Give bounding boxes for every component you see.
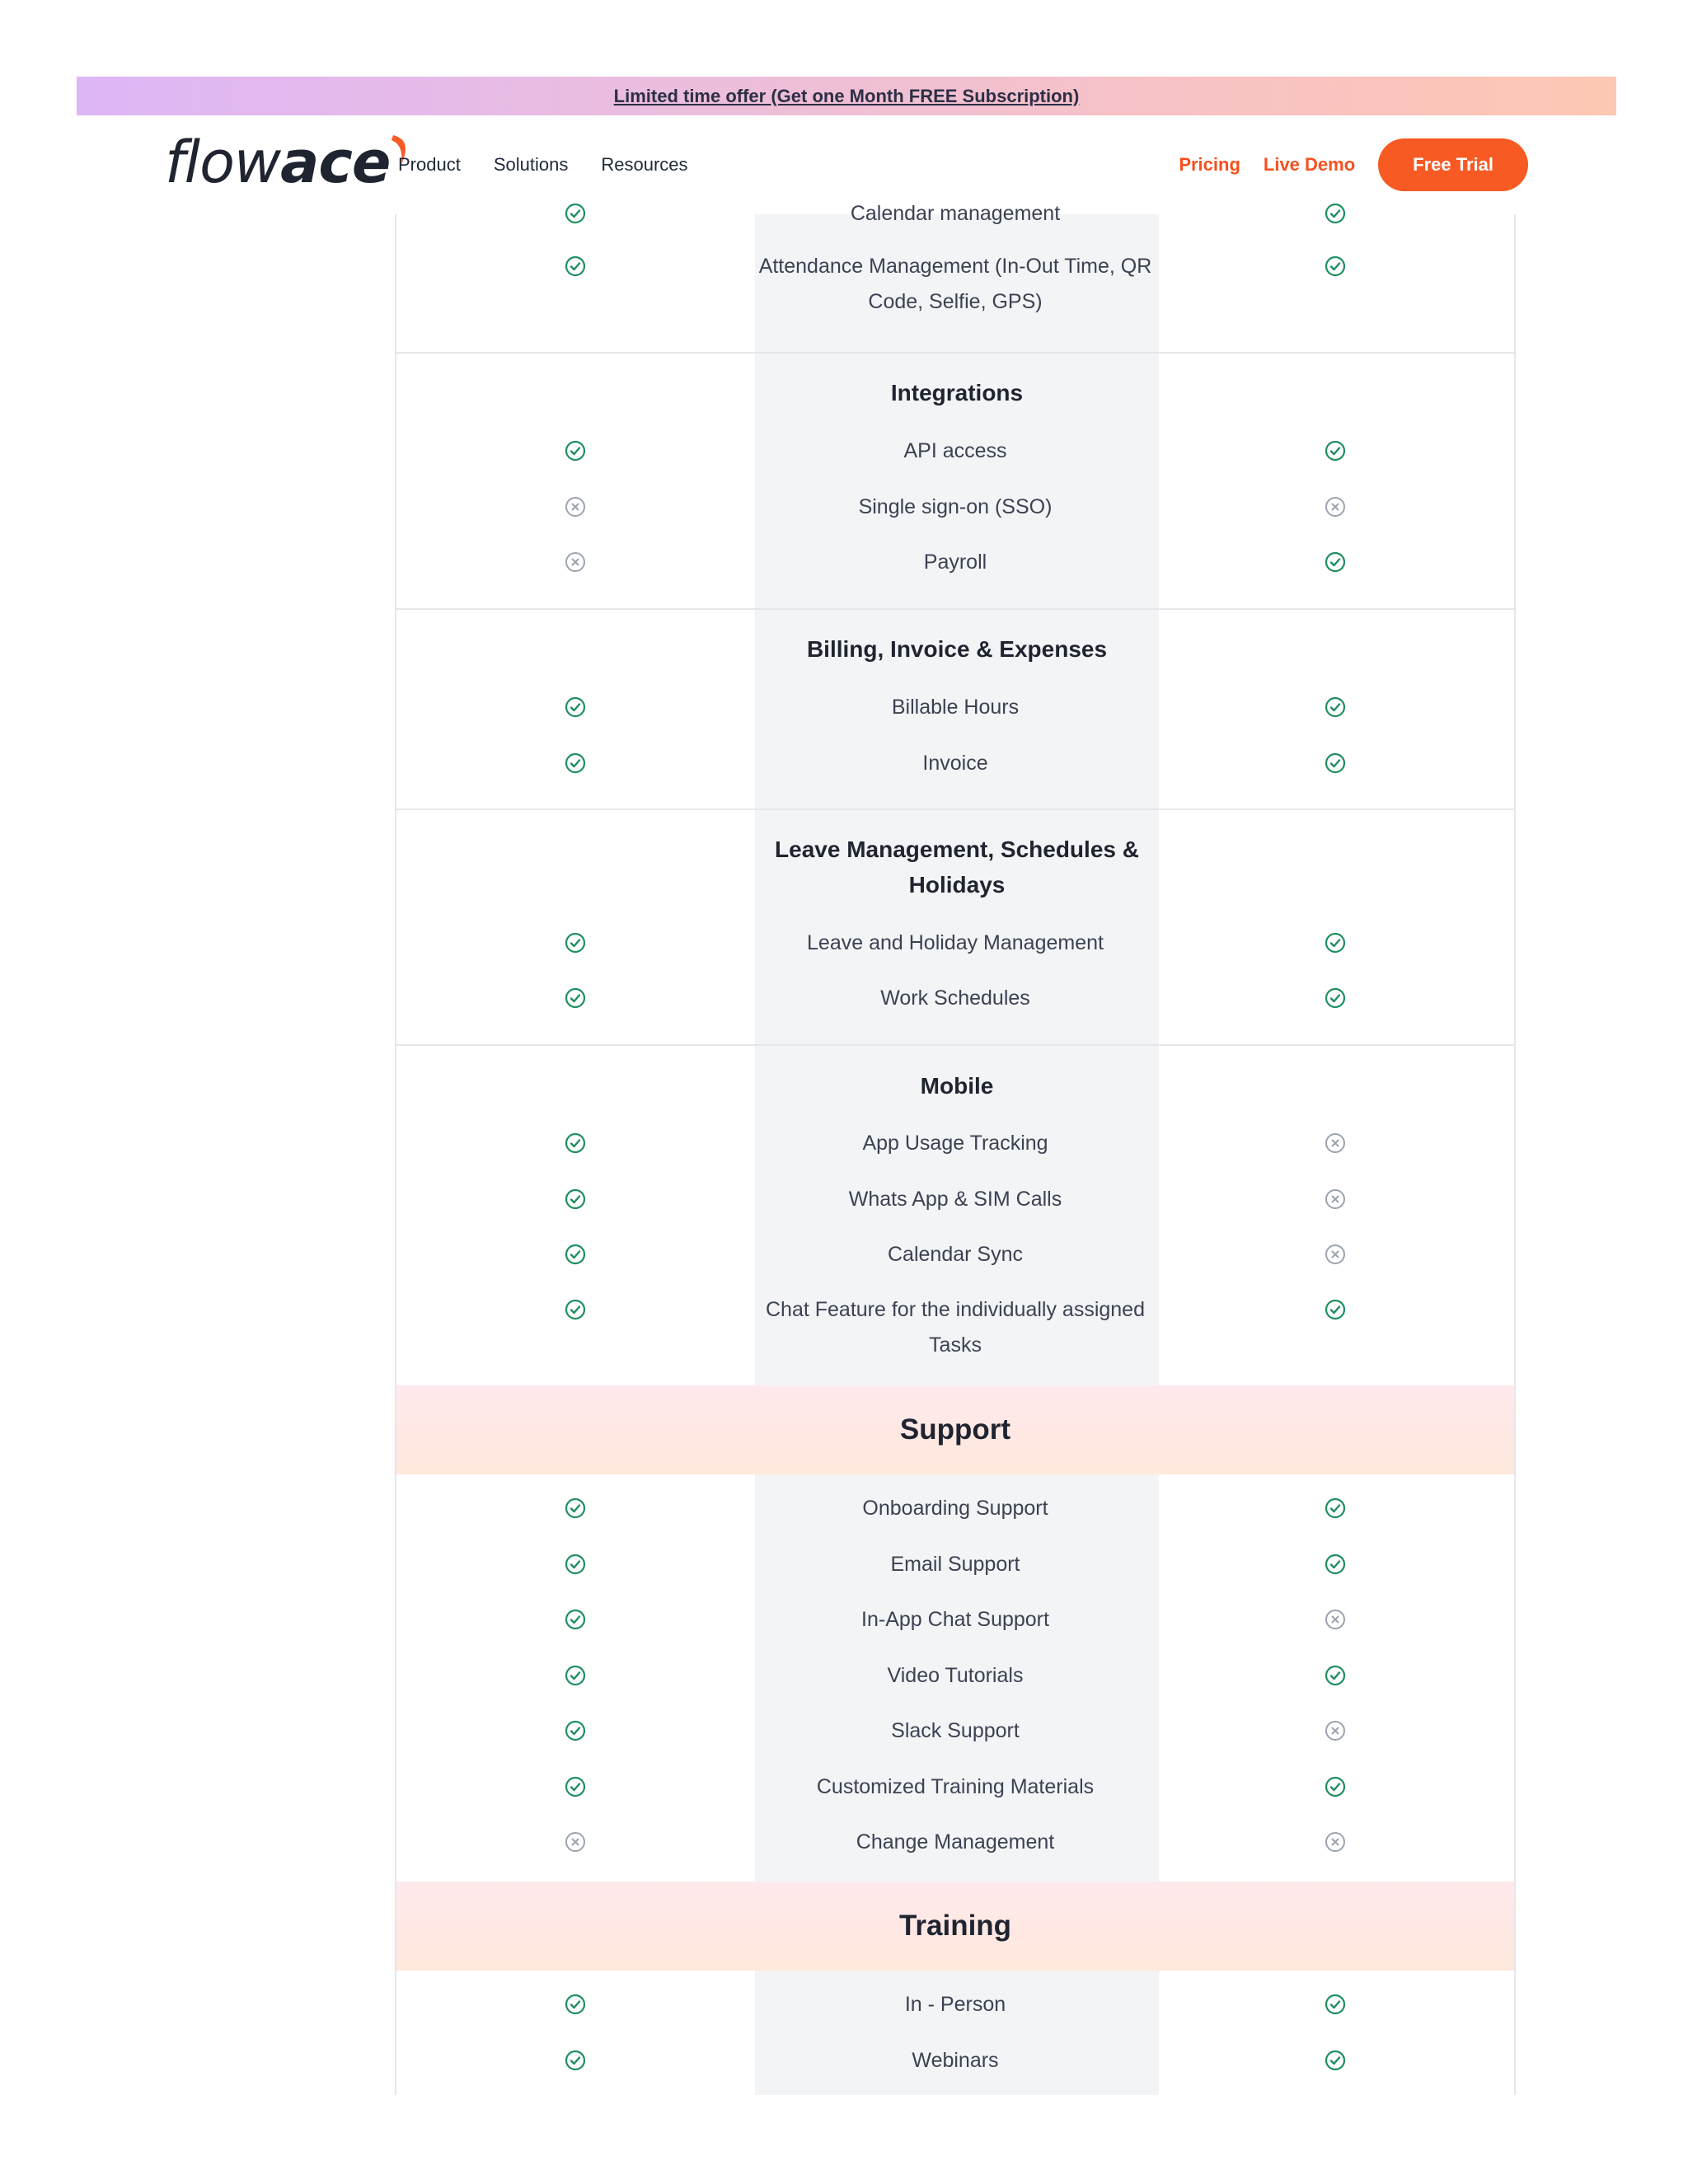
nav-pricing[interactable]: Pricing	[1179, 154, 1240, 175]
free-trial-button[interactable]: Free Trial	[1378, 138, 1528, 191]
promo-link[interactable]: Limited time offer (Get one Month FREE Subscription)	[613, 85, 1080, 106]
check-icon	[396, 1126, 754, 1154]
check-icon	[396, 746, 754, 774]
table-row	[396, 249, 1514, 320]
check-icon	[396, 690, 754, 718]
feature-label: Webinars	[912, 2048, 999, 2072]
feature-label: Onboarding Support	[862, 1497, 1048, 1520]
cross-icon	[1156, 1602, 1514, 1630]
nav-product[interactable]: Product	[398, 154, 461, 175]
cross-icon	[1156, 1126, 1514, 1154]
section-title: Leave Management, Schedules & Holidays	[775, 837, 1139, 898]
table-row	[396, 1126, 1514, 1161]
check-icon	[396, 1547, 754, 1575]
table-row	[396, 196, 1514, 232]
table-row	[396, 1602, 1514, 1638]
cross-icon	[396, 490, 754, 518]
category-band	[396, 1882, 1514, 1971]
check-icon	[396, 1769, 754, 1797]
table-row	[396, 434, 1514, 469]
table-row	[396, 490, 1514, 525]
cross-icon	[1156, 1825, 1514, 1853]
feature-label: Work Schedules	[880, 987, 1030, 1010]
check-icon	[1156, 1547, 1514, 1575]
table-row	[396, 2043, 1514, 2079]
nav-live-demo[interactable]: Live Demo	[1263, 154, 1356, 175]
table-row	[396, 1292, 1514, 1363]
cross-icon	[1156, 1237, 1514, 1265]
check-icon	[1156, 2043, 1514, 2071]
section-divider	[396, 1044, 1514, 1046]
check-icon	[1156, 746, 1514, 774]
cross-icon	[1156, 490, 1514, 518]
table-row	[396, 1825, 1514, 1860]
section-divider	[396, 608, 1514, 610]
category-title: Support	[899, 1413, 1011, 1446]
category-band	[396, 1385, 1514, 1474]
check-icon	[396, 2043, 754, 2071]
logo[interactable]	[165, 129, 390, 194]
promo-banner	[77, 77, 1616, 115]
check-icon	[396, 1987, 754, 2015]
check-icon	[396, 1602, 754, 1630]
feature-label: Change Management	[856, 1830, 1055, 1854]
section-title: Billing, Invoice & Expenses	[806, 636, 1108, 662]
table-row	[396, 981, 1514, 1016]
feature-label: Payroll	[923, 551, 987, 574]
nav-resources[interactable]: Resources	[601, 154, 688, 175]
feature-label: Single sign-on (SSO)	[858, 495, 1053, 518]
feature-label: Video Tutorials	[887, 1663, 1024, 1687]
table-row	[396, 1769, 1514, 1805]
category-title: Training	[898, 1910, 1012, 1942]
check-icon	[1156, 926, 1514, 954]
table-row	[396, 1547, 1514, 1582]
check-icon	[1156, 1987, 1514, 2015]
feature-label: Whats App & SIM Calls	[848, 1188, 1062, 1211]
cross-icon	[1156, 1182, 1514, 1210]
check-icon	[1156, 545, 1514, 573]
feature-label: Customized Training Materials	[816, 1774, 1095, 1798]
check-icon	[396, 981, 754, 1009]
feature-comparison-table	[395, 202, 1516, 2095]
check-icon	[1156, 249, 1514, 277]
logo-text-flow: flow	[165, 129, 281, 196]
check-icon	[396, 196, 754, 224]
section-divider	[396, 808, 1514, 810]
check-icon	[396, 1182, 754, 1210]
table-row	[396, 1713, 1514, 1749]
check-icon	[396, 1491, 754, 1519]
check-icon	[1156, 1769, 1514, 1797]
section-title: Integrations	[890, 380, 1024, 405]
check-icon	[396, 926, 754, 954]
feature-label: Leave and Holiday Management	[807, 931, 1104, 954]
check-icon	[396, 1658, 754, 1686]
feature-label: In-App Chat Support	[861, 1608, 1049, 1631]
check-icon	[1156, 196, 1514, 224]
table-row	[396, 690, 1514, 725]
section-divider	[396, 352, 1514, 354]
check-icon	[1156, 1292, 1514, 1320]
table-row	[396, 1237, 1514, 1272]
table-row	[396, 1182, 1514, 1217]
check-icon	[1156, 690, 1514, 718]
check-icon	[396, 1237, 754, 1265]
feature-label: Calendar Sync	[888, 1243, 1023, 1266]
feature-label: App Usage Tracking	[862, 1132, 1048, 1155]
feature-label: Calendar management	[850, 202, 1061, 225]
table-row	[396, 1987, 1514, 2022]
feature-label: Slack Support	[891, 1719, 1020, 1742]
table-row	[396, 746, 1514, 781]
table-row	[396, 1491, 1514, 1526]
logo-text-ace: ace	[280, 129, 391, 196]
check-icon	[1156, 1491, 1514, 1519]
feature-label: Email Support	[890, 1552, 1020, 1576]
cross-icon	[396, 1825, 754, 1853]
feature-label: Chat Feature for the individually assigned Tasks	[766, 1298, 1145, 1357]
table-row	[396, 926, 1514, 961]
table-row	[396, 1658, 1514, 1694]
check-icon	[396, 434, 754, 462]
cross-icon	[396, 545, 754, 573]
cross-icon	[1156, 1713, 1514, 1741]
section-title: Mobile	[920, 1073, 994, 1099]
feature-label: In - Person	[904, 1993, 1006, 2016]
feature-label: API access	[903, 439, 1007, 462]
check-icon	[1156, 981, 1514, 1009]
check-icon	[1156, 434, 1514, 462]
feature-label: Billable Hours	[891, 696, 1020, 719]
check-icon	[396, 1713, 754, 1741]
feature-label: Invoice	[922, 752, 988, 775]
nav-solutions[interactable]: Solutions	[493, 154, 569, 175]
check-icon	[396, 1292, 754, 1320]
check-icon	[1156, 1658, 1514, 1686]
table-row	[396, 545, 1514, 580]
check-icon	[396, 249, 754, 277]
feature-label: Attendance Management (In-Out Time, QR Code, Selfie, GPS)	[758, 255, 1152, 313]
